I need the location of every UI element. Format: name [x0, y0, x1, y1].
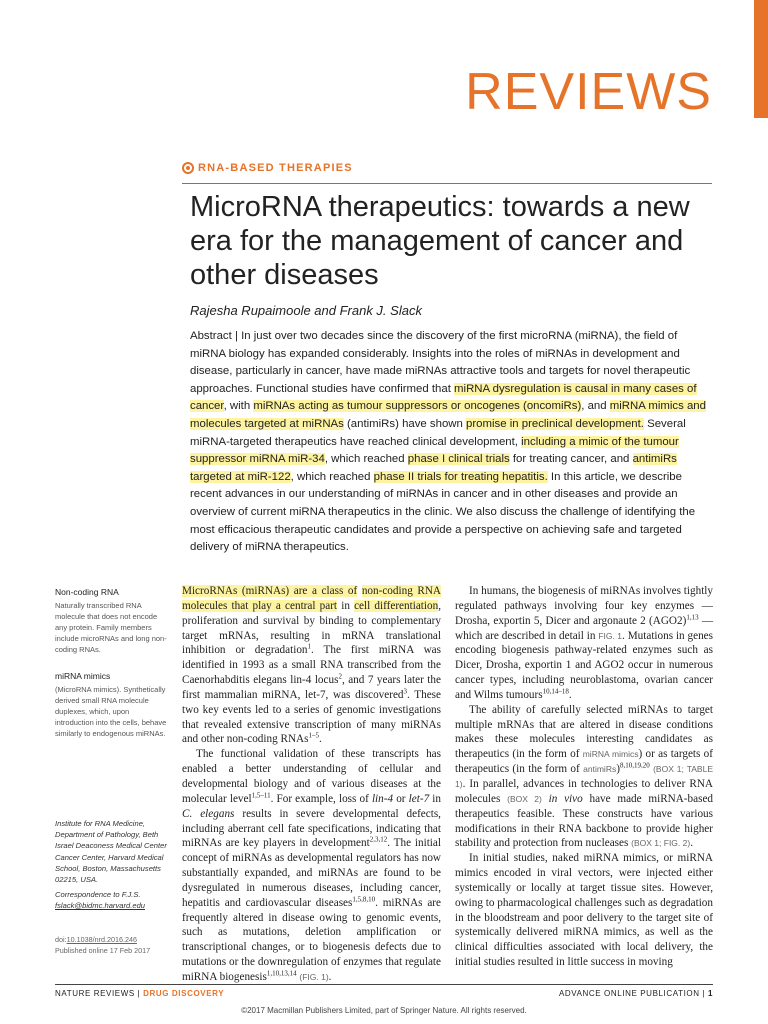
glossary-definition: (MicroRNA mimics). Synthetically derived small RNA molecule duplexes, which, upon introduction into the cells, behave similarly to endogenous miRNAs.	[55, 685, 167, 738]
abstract-text: Abstract | In just over two decades since the discovery of the first microRNA (miRNA), the field of miRNA biology has expanded considerably. Insights into the roles of miRNAs in development and disease, particularly in cancer, have made miRNAs attractive tools and targets for novel therapeutic approaches. Functional studies have confirmed that	[190, 330, 691, 395]
text: .	[568, 688, 572, 701]
abstract-text: , which reached	[324, 453, 408, 466]
text: . miRNAs are frequently altered in disease owing to genomic events, such as mutations, deletion amplification or transcriptional changes, or to biogenesis defects due to mutations or the downregulation of enzymes that regulate miRNA biogenesis	[182, 896, 441, 983]
glossary-link[interactable]: antimiRs	[583, 764, 617, 775]
text: )	[616, 763, 620, 776]
glossary-mirna-mimics	[55, 671, 167, 739]
glossary-term: miRNA mimics	[55, 671, 111, 681]
correspondence-email[interactable]: fslack@bidmc.harvard.edu	[55, 901, 146, 911]
species-name: C. elegans	[182, 807, 235, 820]
journal-section: DRUG DISCOVERY	[143, 989, 225, 998]
highlight[interactable]: MicroRNAs (miRNAs) are a class of	[182, 585, 358, 597]
body-column-2	[455, 584, 713, 970]
title-rule	[182, 183, 712, 184]
section-tag	[182, 162, 353, 174]
text: . These two key events led to a series of genomic investigations that revealed extensive transcription of many miRNAs and other non-coding RNAs	[182, 688, 441, 746]
reference[interactable]: 1–5	[308, 731, 319, 740]
footer-rule	[55, 984, 713, 985]
reference[interactable]: 1,13	[686, 612, 699, 621]
article-authors: Rajesha Rupaimoole and Frank J. Slack	[190, 303, 422, 318]
abstract-text: , and	[581, 400, 610, 413]
highlight[interactable]: cell differentiation	[354, 599, 439, 612]
text: The functional validation of these transcripts has enabled a better understanding of cellular and developmental biology and of various diseases at the molecular level	[182, 748, 441, 805]
reference[interactable]: 3	[403, 687, 408, 696]
reference[interactable]: 2	[338, 672, 342, 681]
text: The ability of carefully selected miRNAs to target multiple mRNAs that are altered in disease conditions makes these molecules interesting candidates as therapeutics (in the form of	[455, 703, 713, 761]
highlight[interactable]: phase I clinical trials	[407, 453, 510, 466]
reference[interactable]: 1,10,13,14	[266, 969, 297, 978]
text: .	[690, 837, 693, 850]
reviews-brand: REVIEWS	[465, 63, 712, 121]
highlight[interactable]: miRNAs acting as tumour suppressors or oncogenes (oncomiRs)	[253, 400, 582, 413]
paragraph	[182, 584, 441, 747]
page-number: 1	[707, 989, 713, 998]
abstract-text: for treating cancer, and	[509, 453, 633, 466]
figure-link[interactable]: (FIG. 1)	[299, 971, 329, 982]
highlight[interactable]: promise in preclinical development.	[466, 417, 644, 430]
section-label: RNA-BASED THERAPIES	[198, 162, 353, 174]
copyright: ©2017 Macmillan Publishers Limited, part of Springer Nature. All rights reserved.	[241, 1006, 527, 1015]
doi-link[interactable]: 10.1038/nrd.2016.246	[66, 935, 137, 944]
abstract-text: (antimiRs) have shown	[343, 417, 467, 430]
text: . The first miRNA was identified in 1993 as a small RNA transcribed from the Caenorhabditis elegans lin-4 locus	[182, 644, 441, 687]
text: .	[328, 970, 332, 983]
doi-block	[55, 935, 169, 956]
correspondence	[55, 889, 169, 911]
text: , proliferation and survival by binding to complementary target mRNAs, resulting in mRNA translational inhibition or degradation	[182, 599, 441, 657]
abstract-text: , with	[223, 400, 254, 413]
abstract-text: , which reached	[290, 470, 374, 483]
glossary-term: Non-coding RNA	[55, 587, 119, 597]
abstract	[190, 328, 712, 557]
article-title: MicroRNA therapeutics: towards a new era for the management of cancer and other diseases	[190, 191, 690, 291]
highlight[interactable]: miRNA mimics and molecules targeted at miRNAs	[190, 400, 706, 430]
publication-info	[559, 989, 713, 998]
text: In humans, the biogenesis of miRNAs involves tightly regulated pathways involving four key enzymes — Drosha, exportin 5, Dicer and argonaute 2 (AGO2)	[455, 585, 713, 627]
separator: |	[134, 989, 144, 998]
accent-bar	[754, 0, 768, 118]
affiliation: Institute for RNA Medicine, Department of Pathology, Beth Israel Deaconess Medical Center Cancer Center, Harvard Medical School, Boston, Massachusetts 02215, USA.	[55, 819, 167, 885]
text: , and 7 years later the first mammalian miRNA, let-7, was discovered	[182, 674, 441, 701]
text: ) or as targets of therapeutics (in the form of	[455, 748, 713, 776]
body-column-1	[182, 584, 441, 985]
highlight[interactable]: phase II trials for treating hepatitis.	[373, 470, 548, 483]
paragraph	[455, 703, 713, 851]
text: .	[318, 733, 322, 746]
journal-title: NATURE REVIEWS	[55, 989, 135, 998]
highlight[interactable]: including a mimic of the tumour suppressor miRNA miR-34	[190, 435, 679, 466]
doi-prefix: doi:	[55, 935, 67, 944]
reference[interactable]: 1,5–11	[251, 791, 271, 800]
figure-link[interactable]: FIG. 1	[598, 630, 623, 641]
reference[interactable]: 1,5,8,10	[352, 894, 376, 903]
reference[interactable]: 1	[307, 642, 312, 651]
abstract-text: Several miRNA-targeted therapeutics have reached clinical development,	[190, 417, 686, 448]
highlight[interactable]: non-coding RNA molecules that play a central part	[182, 585, 442, 612]
highlight[interactable]: antimiRs targeted at miR-122	[190, 453, 677, 483]
box-link[interactable]: (BOX 1; FIG. 2)	[631, 838, 691, 849]
section-ring-icon	[182, 162, 194, 174]
gene-name: let-7	[408, 792, 430, 805]
text: in	[429, 792, 441, 805]
text: . Mutations in genes encoding biogenesis pathway-related enzymes such as Dicer, Drosha, exportin 1 and AGO2 occur in numerous cancer types, including neuroblastoma, ovarian cancer and Wilms tumours	[455, 629, 713, 701]
published-date: Published online 17 Feb 2017	[55, 945, 151, 955]
abstract-text: In this article, we describe recent advances in our understanding of miRNAs in cancer and in other diseases and provide an overview of current miRNA therapeutics in the clinic. We also discuss the challenge of identifying the most efficacious therapeutic candidates and provide a perspective on achieving safe and targeted delivery of miRNA therapeutics.	[190, 470, 696, 554]
text	[542, 793, 549, 805]
text: results in severe developmental defects, including aberrant cell fate specifications, indicating that miRNAs are key players in development	[182, 807, 441, 850]
text: . In parallel, advances in technologies to deliver RNA molecules	[455, 777, 713, 805]
box-link[interactable]: (BOX 1; TABLE 1)	[455, 764, 713, 789]
glossary-link[interactable]: miRNA mimics	[582, 749, 639, 760]
text: have made miRNA-based therapeutics feasible. These constructs have various modifications in their RNA backbone to provide higher stability and protection from nucleases	[455, 792, 714, 850]
text: — which are described in detail in	[455, 614, 713, 642]
paragraph: In initial studies, naked miRNA mimics, or miRNA mimics encoded in viral vectors, were injected either systemically or locally at target tissue sites. However, owing to pharmacological challenges such as degradation in the bloodstream and poor delivery to the target site of systemically delivered miRNA mimics, as well as the clinical difficulties associated with local delivery, the initial studies resulted in little success in moving	[455, 852, 713, 969]
glossary-noncoding-rna	[55, 587, 167, 655]
italic-term: in vivo	[548, 792, 583, 805]
reference[interactable]: 10,14–18	[542, 687, 569, 696]
journal-name	[55, 989, 224, 998]
gene-name: lin-4	[371, 792, 394, 805]
text: . The initial concept of miRNAs as developmental regulators has now substantially expanded, and miRNAs are found to be dysregulated in numerous diseases, including cancer, hepatitis and cardiovascular diseases	[182, 837, 441, 909]
box-link[interactable]: (BOX 2)	[507, 793, 542, 804]
reference[interactable]: 8,10,19,20	[619, 761, 650, 770]
text: . For example, loss of	[270, 792, 372, 805]
paragraph	[182, 747, 441, 985]
reference[interactable]: 2,3,12	[369, 835, 388, 844]
publication-label: ADVANCE ONLINE PUBLICATION	[558, 989, 700, 998]
correspondence-label: Correspondence to F.J.S.	[55, 890, 141, 899]
text: in	[337, 599, 355, 612]
text: or	[393, 792, 409, 805]
separator: |	[699, 989, 708, 998]
paragraph	[455, 584, 713, 703]
highlight[interactable]: miRNA dysregulation is causal in many cases of cancer	[190, 382, 697, 413]
glossary-definition: Naturally transcribed RNA molecule that does not encode any protein. Family members include microRNAs and long non-coding RNAs.	[55, 601, 167, 654]
